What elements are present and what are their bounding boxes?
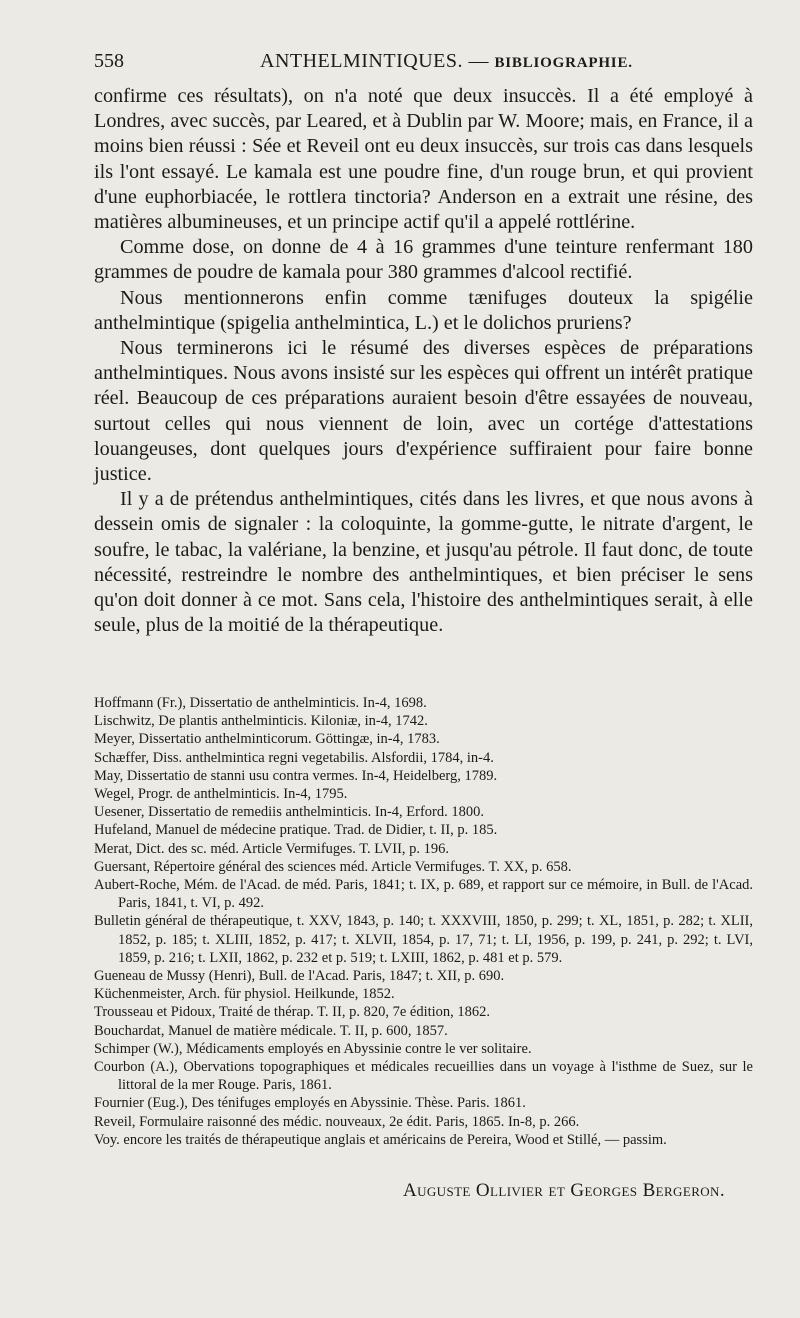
reference-entry: Bulletin général de thérapeutique, t. XXV, 1843, p. 140; t. XXXVIII, 1850, p. 299; t. XL, 1851, p. 282; t. XLII, 1852, p. 185; t. XLIII, 1852, p. 417; t. XLVII, 1854, p. 17, 71; t. LI, 1956, p. 199, p. 241, p. 292; t. LVI, 1859, p. 216; t. LXII, 1862, p. 232 et p. 519; t. LXIII, 1862, p. 481 et p. 579. bbox=[94, 913, 753, 966]
author-signature: Auguste Ollivier et Georges Bergeron. bbox=[402, 1180, 725, 1201]
paragraph: Nous terminerons ici le résumé des diverses espèces de préparations anthelmintiques. Nous avons insisté sur les espèces qui offrent un intérêt pratique réel. Beaucoup de ces préparations auraient besoin d'être essayées de nouveau, surtout celles qui nous viennent de loin, avec un cortége d'attestations louangeuses, dont quelques jours d'expérience suffiraient pour faire bonne justice. bbox=[94, 337, 753, 486]
paragraph: Nous mentionnerons enfin comme tænifuges douteux la spigélie anthelmintique (spigelia anthelmintica, L.) et le dolichos pruriens? bbox=[94, 286, 753, 334]
reference-entry: Wegel, Progr. de anthelminticis. In-4, 1795. bbox=[94, 786, 348, 803]
reference-entry: Uesener, Dissertatio de remediis anthelminticis. In-4, Erford. 1800. bbox=[94, 804, 485, 821]
reference-entry: Reveil, Formulaire raisonné des médic. nouveaux, 2e édit. Paris, 1865. In-8, p. 266. bbox=[94, 1113, 580, 1130]
running-title-section: BIBLIOGRAPHIE. bbox=[494, 55, 633, 71]
bibliography bbox=[94, 694, 753, 1149]
reference-entry: Trousseau et Pidoux, Traité de thérap. T. II, p. 820, 7e édition, 1862. bbox=[94, 1004, 491, 1021]
page-header bbox=[94, 46, 753, 76]
paragraph: confirme ces résultats), on n'a noté que deux insuccès. Il a été employé à Londres, avec succès, par Leared, et à Dublin par W. Moore; mais, en France, il a moins bien réussi : Sée et Reveil ont eu deux insuccès, sur trois cas dans lesquels ils l'ont essayé. Le kamala est une poudre fine, d'un rouge brun, et qui provient d'une euphorbiacée, le rottlera tinctoria? Anderson en a extrait une résine, des matières albumineuses, et un principe actif qu'il a appelé rottlérine. bbox=[94, 85, 753, 234]
reference-entry: Meyer, Dissertatio anthelminticorum. Göttingæ, in-4, 1783. bbox=[94, 731, 440, 748]
page-number: 558 bbox=[94, 50, 124, 72]
reference-entry: Hoffmann (Fr.), Dissertatio de anthelminticis. In-4, 1698. bbox=[94, 695, 427, 711]
reference-note: Voy. encore les traités de thérapeutique anglais et américains de Pereira, Wood et Stillé, — passim. bbox=[94, 1131, 667, 1148]
reference-entry: May, Dissertatio de stanni usu contra vermes. In-4, Heidelberg, 1789. bbox=[94, 767, 498, 784]
reference-entry: Lischwitz, De plantis anthelminticis. Kiloniæ, in-4, 1742. bbox=[94, 713, 428, 730]
reference-entry: Bouchardat, Manuel de matière médicale. T. II, p. 600, 1857. bbox=[94, 1022, 448, 1039]
reference-entry: Schæffer, Diss. anthelmintica regni vegetabilis. Alsfordii, 1784, in-4. bbox=[94, 749, 494, 766]
body-text bbox=[94, 84, 753, 638]
reference-entry: Hufeland, Manuel de médecine pratique. Trad. de Didier, t. II, p. 185. bbox=[94, 822, 498, 839]
reference-entry: Courbon (A.), Obervations topographiques et médicales recueillies dans un voyage à l'isthme de Suez, sur le littoral de la mer Rouge. Paris, 1861. bbox=[94, 1059, 753, 1094]
reference-entry: Guersant, Répertoire général des sciences méd. Article Vermifuges. T. XX, p. 658. bbox=[94, 858, 572, 875]
reference-entry: Aubert-Roche, Mém. de l'Acad. de méd. Paris, 1841; t. IX, p. 689, et rapport sur ce mémoire, in Bull. de l'Acad. Paris, 1841, t. VI, p. 492. bbox=[94, 877, 753, 912]
reference-entry: Fournier (Eug.), Des ténifuges employés en Abyssinie. Thèse. Paris. 1861. bbox=[94, 1095, 526, 1112]
reference-entry: Gueneau de Mussy (Henri), Bull. de l'Acad. Paris, 1847; t. XII, p. 690. bbox=[94, 968, 505, 985]
running-title-dash: — bbox=[468, 50, 489, 72]
paragraph: Comme dose, on donne de 4 à 16 grammes d'une teinture renfermant 180 grammes de poudre de kamala pour 380 grammes d'alcool rectifié. bbox=[94, 236, 753, 284]
reference-entry: Merat, Dict. des sc. méd. Article Vermifuges. T. LVII, p. 196. bbox=[94, 840, 450, 857]
running-title bbox=[260, 50, 633, 73]
reference-entry: Schimper (W.), Médicaments employés en Abyssinie contre le ver solitaire. bbox=[94, 1040, 532, 1057]
reference-entry: Küchenmeister, Arch. für physiol. Heilkunde, 1852. bbox=[94, 986, 395, 1003]
running-title-main: ANTHELMINTIQUES. bbox=[260, 50, 463, 72]
paragraph: Il y a de prétendus anthelmintiques, cités dans les livres, et que nous avons à dessein omis de signaler : la coloquinte, la gomme-gutte, le nitrate d'argent, le soufre, le tabac, la valériane, la benzine, et jusqu'au pétrole. Il faut donc, de toute nécessité, restreindre le nombre des anthelmintiques, et bien préciser le sens qu'on doit donner à ce mot. Sans cela, l'histoire des anthelmintiques serait, à elle seule, plus de la moitié de la thérapeutique. bbox=[94, 488, 753, 637]
